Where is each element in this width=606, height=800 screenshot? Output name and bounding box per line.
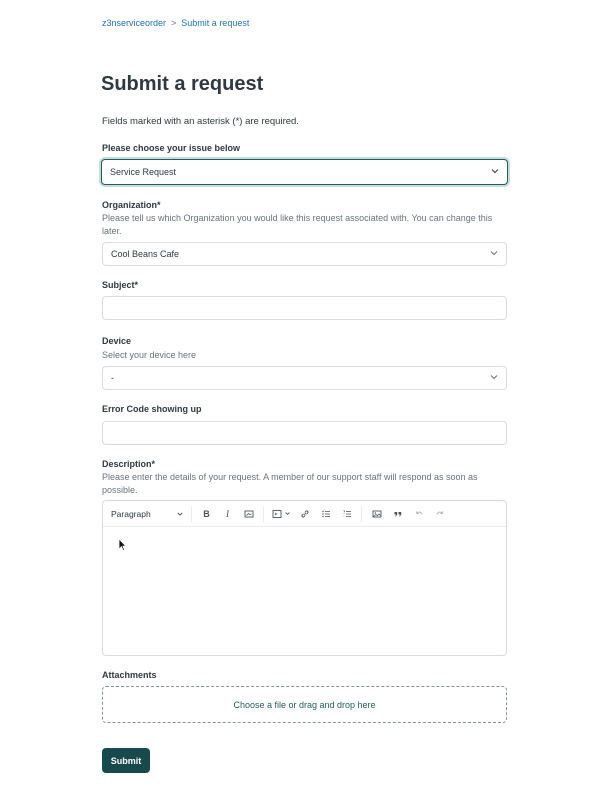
chevron-down-icon	[177, 511, 183, 517]
editor-toolbar	[103, 501, 506, 527]
chevron-down-icon	[490, 249, 498, 257]
description-textarea[interactable]	[103, 527, 506, 655]
organization-select-value: Cool Beans Cafe	[111, 249, 180, 259]
toolbar-divider	[361, 506, 362, 522]
numbered-list-icon	[342, 509, 352, 519]
subject-input[interactable]	[102, 296, 507, 320]
embed-image-button[interactable]	[366, 506, 387, 522]
block-format-value: Paragraph	[111, 508, 151, 519]
error-code-label: Error Code showing up	[102, 404, 202, 414]
dropzone-text: Choose a file or drag and drop here	[233, 699, 376, 710]
issue-select-value: Service Request	[110, 167, 177, 177]
device-hint: Select your device here	[102, 350, 197, 360]
organization-hint: Please tell us which Organization you would like this request associated with. You can change this later.	[102, 213, 493, 236]
organization-label: Organization*	[102, 200, 161, 210]
link-icon	[300, 509, 310, 519]
chevron-down-icon	[285, 511, 290, 516]
required-note: Fields marked with an asterisk (*) are required.	[102, 116, 299, 127]
link-button[interactable]	[294, 506, 315, 522]
numbered-list-button[interactable]	[336, 506, 357, 522]
description-editor	[102, 500, 507, 656]
issue-select[interactable]	[101, 159, 508, 185]
embed-image-icon	[372, 509, 382, 519]
undo-button[interactable]	[408, 506, 429, 522]
redo-button[interactable]	[429, 506, 450, 522]
attachments-dropzone[interactable]	[102, 686, 507, 723]
breadcrumb-separator: >	[171, 18, 177, 28]
mouse-pointer-icon	[118, 538, 127, 552]
description-hint: Please enter the details of your request. A member of our support staff will respond as soon as possible.	[102, 472, 478, 495]
error-code-input[interactable]	[102, 421, 507, 445]
image-button[interactable]	[238, 506, 259, 522]
bold-button[interactable]: B	[203, 508, 210, 519]
italic-button[interactable]: I	[226, 508, 229, 519]
device-label: Device	[102, 336, 132, 346]
description-label: Description*	[102, 459, 156, 469]
device-select-value: -	[111, 373, 114, 383]
toolbar-divider	[191, 506, 192, 522]
code-block-button[interactable]	[268, 506, 294, 522]
page-title: Submit a request	[101, 73, 264, 95]
bulleted-list-button[interactable]	[315, 506, 336, 522]
image-icon	[244, 509, 254, 519]
bulleted-list-icon	[321, 509, 331, 519]
subject-label: Subject*	[102, 280, 139, 290]
quote-icon	[393, 509, 403, 519]
device-select[interactable]	[102, 366, 507, 390]
issue-label: Please choose your issue below	[102, 143, 241, 153]
breadcrumb	[102, 18, 249, 28]
block-format-dropdown[interactable]	[111, 509, 187, 519]
organization-select[interactable]	[102, 242, 507, 266]
chevron-down-icon	[490, 373, 498, 381]
breadcrumb-link-home[interactable]: z3nserviceorder	[102, 18, 167, 28]
quote-button[interactable]	[387, 506, 408, 522]
submit-button[interactable]: Submit	[102, 748, 150, 773]
breadcrumb-link-current[interactable]: Submit a request	[181, 18, 250, 28]
redo-icon	[435, 509, 445, 519]
attachments-label: Attachments	[102, 670, 157, 680]
toolbar-divider	[263, 506, 264, 522]
chevron-down-icon	[491, 167, 499, 175]
code-block-icon	[272, 509, 282, 519]
undo-icon	[414, 509, 424, 519]
